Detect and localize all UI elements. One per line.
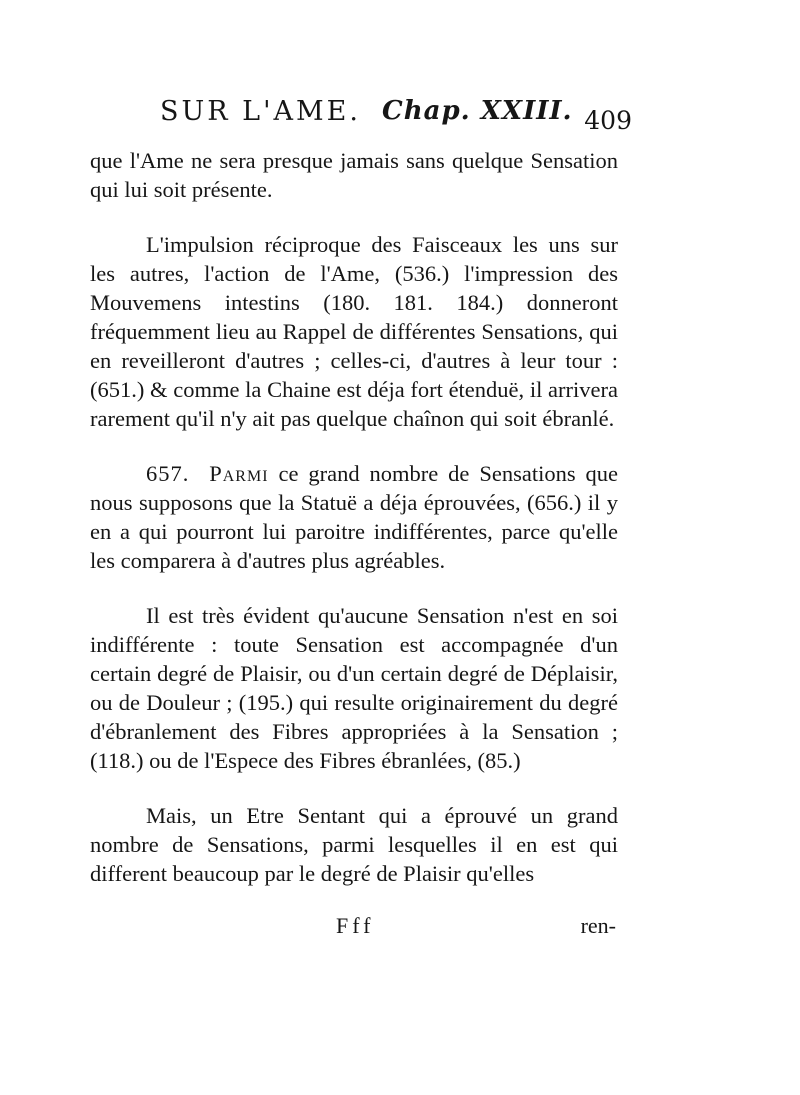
page-number: 409	[584, 106, 632, 135]
section-number: 657.	[146, 461, 190, 486]
paragraph-continuation: que l'Ame ne sera presque jamais sans quelque Sensation qui lui soit présente.	[90, 148, 618, 202]
catchword: ren-	[580, 913, 616, 938]
section-text: ce grand nombre de Sensations que nous supposons que la Statuë a déja éprouvées, (656.) il y en a qui pourront lui paroitre indifférentes, parce qu'elle les comparera à d'autres plus agréables.	[90, 461, 619, 573]
paragraph-indifference: Il est très évident qu'aucune Sensation n'est en soi indifférente : toute Sensation est accompagnée d'un certain degré de Plaisir, ou d'un certain degré de Déplaisir, ou de Douleur ; (195.) qui resulte originairement du degré d'ébranlement des Fibres appropriées à la Sensation ; (118.) ou de l'Espece des Fibres ébranlées, (85.)	[90, 603, 618, 773]
signature-mark: Fff	[336, 913, 375, 938]
body-text	[90, 146, 618, 914]
chapter-heading: Chap. XXIII.	[382, 96, 573, 126]
page-footer	[90, 913, 618, 943]
page-header	[160, 96, 632, 136]
paragraph-impulsion: L'impulsion réciproque des Faisceaux les uns sur les autres, l'action de l'Ame, (536.) l'impression des Mouvemens intestins (180. 181. 184.) donneront fréquemment lieu au Rappel de différentes Sensations, qui en reveilleront d'autres ; celles-ci, d'autres à leur tour : (651.) & comme la Chaine est déja fort étenduë, il arrivera rarement qu'il n'y ait pas quelque chaînon qui soit ébranlé.	[90, 232, 618, 431]
section-lead-word: Parmi	[209, 461, 269, 486]
paragraph-657	[90, 459, 618, 575]
paragraph-etre-sentant: Mais, un Etre Sentant qui a éprouvé un grand nombre de Sensations, parmi lesquelles il en est qui different beaucoup par le degré de Plaisir qu'elles	[90, 803, 618, 886]
running-head: SUR L'AME.	[160, 96, 361, 127]
